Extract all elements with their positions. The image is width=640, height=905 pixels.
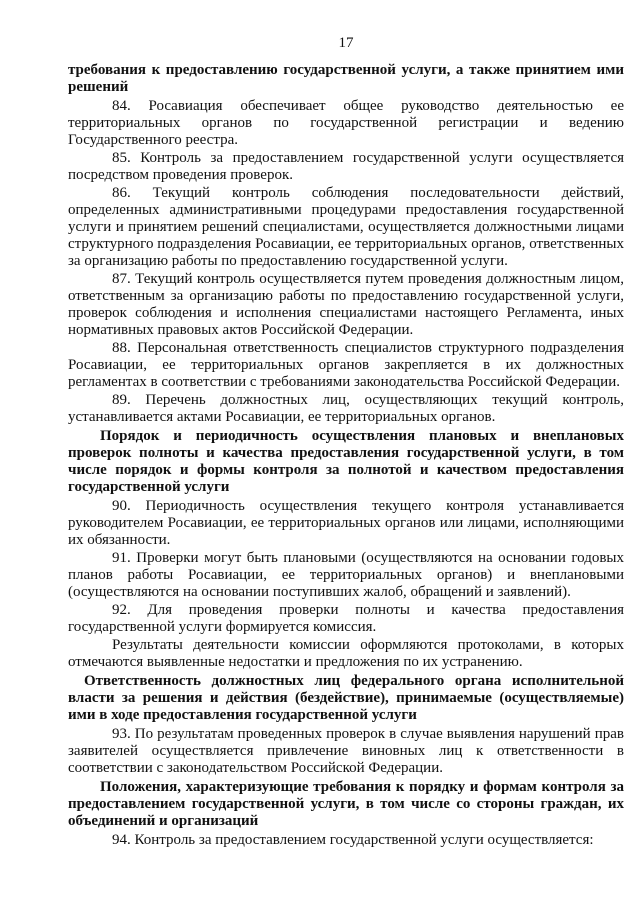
paragraph-86: 86. Текущий контроль соблюдения последовательности действий, определенных административными процедурами предоставления государственной услуги и принятием решений специалистами, осуществляется должностными лицами структурного подразделения Росавиации, ее территориальных органов, ответственных за организацию работы по предоставлению государственной услуги.: [68, 185, 624, 269]
document-page: [68, 0, 624, 850]
section-heading-continuation: требования к предоставлению государственной услуги, а также принятием ими решений: [68, 62, 624, 95]
paragraph-84: 84. Росавиация обеспечивает общее руководство деятельностью ее территориальных органов по государственной регистрации и ведению Государственного реестра.: [68, 98, 624, 148]
paragraph-88: 88. Персональная ответственность специалистов структурного подразделения Росавиации, ее территориальных органов закрепляется в их должностных регламентах в соответствии с требованиями законодательства Российской Федерации.: [68, 340, 624, 390]
page-number: 17: [338, 35, 354, 51]
paragraph-94: 94. Контроль за предоставлением государственной услуги осуществляется:: [112, 832, 594, 848]
paragraph-90: 90. Периодичность осуществления текущего контроля устанавливается руководителем Росавиации, ее территориальных органов или лицами, исполняющими их обязанности.: [68, 498, 624, 548]
paragraph-87: 87. Текущий контроль осуществляется путем проведения должностным лицом, ответственным за организацию работы по предоставлению государственной услуги, проверок соблюдения и исполнения специалистами настоящего Регламента, иных нормативных правовых актов Российской Федерации.: [68, 271, 624, 338]
paragraph-91: 91. Проверки могут быть плановыми (осуществляются на основании годовых планов работы Росавиации, ее территориальных органов) и внеплановыми (осуществляются на основании поступивших жалоб, обращений и заявлений).: [68, 550, 624, 600]
paragraph-commission-results: Результаты деятельности комиссии оформляются протоколами, в которых отмечаются выявленные недостатки и предложения по их устранению.: [68, 637, 624, 670]
paragraph-89: 89. Перечень должностных лиц, осуществляющих текущий контроль, устанавливается актами Росавиации, ее территориальных органов.: [68, 392, 624, 425]
paragraph-85: 85. Контроль за предоставлением государственной услуги осуществляется посредством проведения проверок.: [68, 150, 624, 183]
section-heading-responsibility: Ответственность должностных лиц федерального органа исполнительной власти за решения и действия (бездействие), принимаемые (осуществляемые) ими в ходе предоставления государственной услуги: [68, 673, 624, 723]
section-heading-inspections: Порядок и периодичность осуществления плановых и внеплановых проверок полноты и качества предоставления государственной услуги, в том числе порядок и формы контроля за полнотой и качеством предоставления государственной услуги: [68, 428, 624, 495]
paragraph-93: 93. По результатам проведенных проверок в случае выявления нарушений прав заявителей осуществляется привлечение виновных лиц к ответственности в соответствии с законодательством Российской Федерации.: [68, 726, 624, 776]
paragraph-92: 92. Для проведения проверки полноты и качества предоставления государственной услуги формируется комиссия.: [68, 602, 624, 635]
section-heading-control-provisions: Положения, характеризующие требования к порядку и формам контроля за предоставлением государственной услуги, в том числе со стороны граждан, их объединений и организаций: [68, 779, 624, 829]
